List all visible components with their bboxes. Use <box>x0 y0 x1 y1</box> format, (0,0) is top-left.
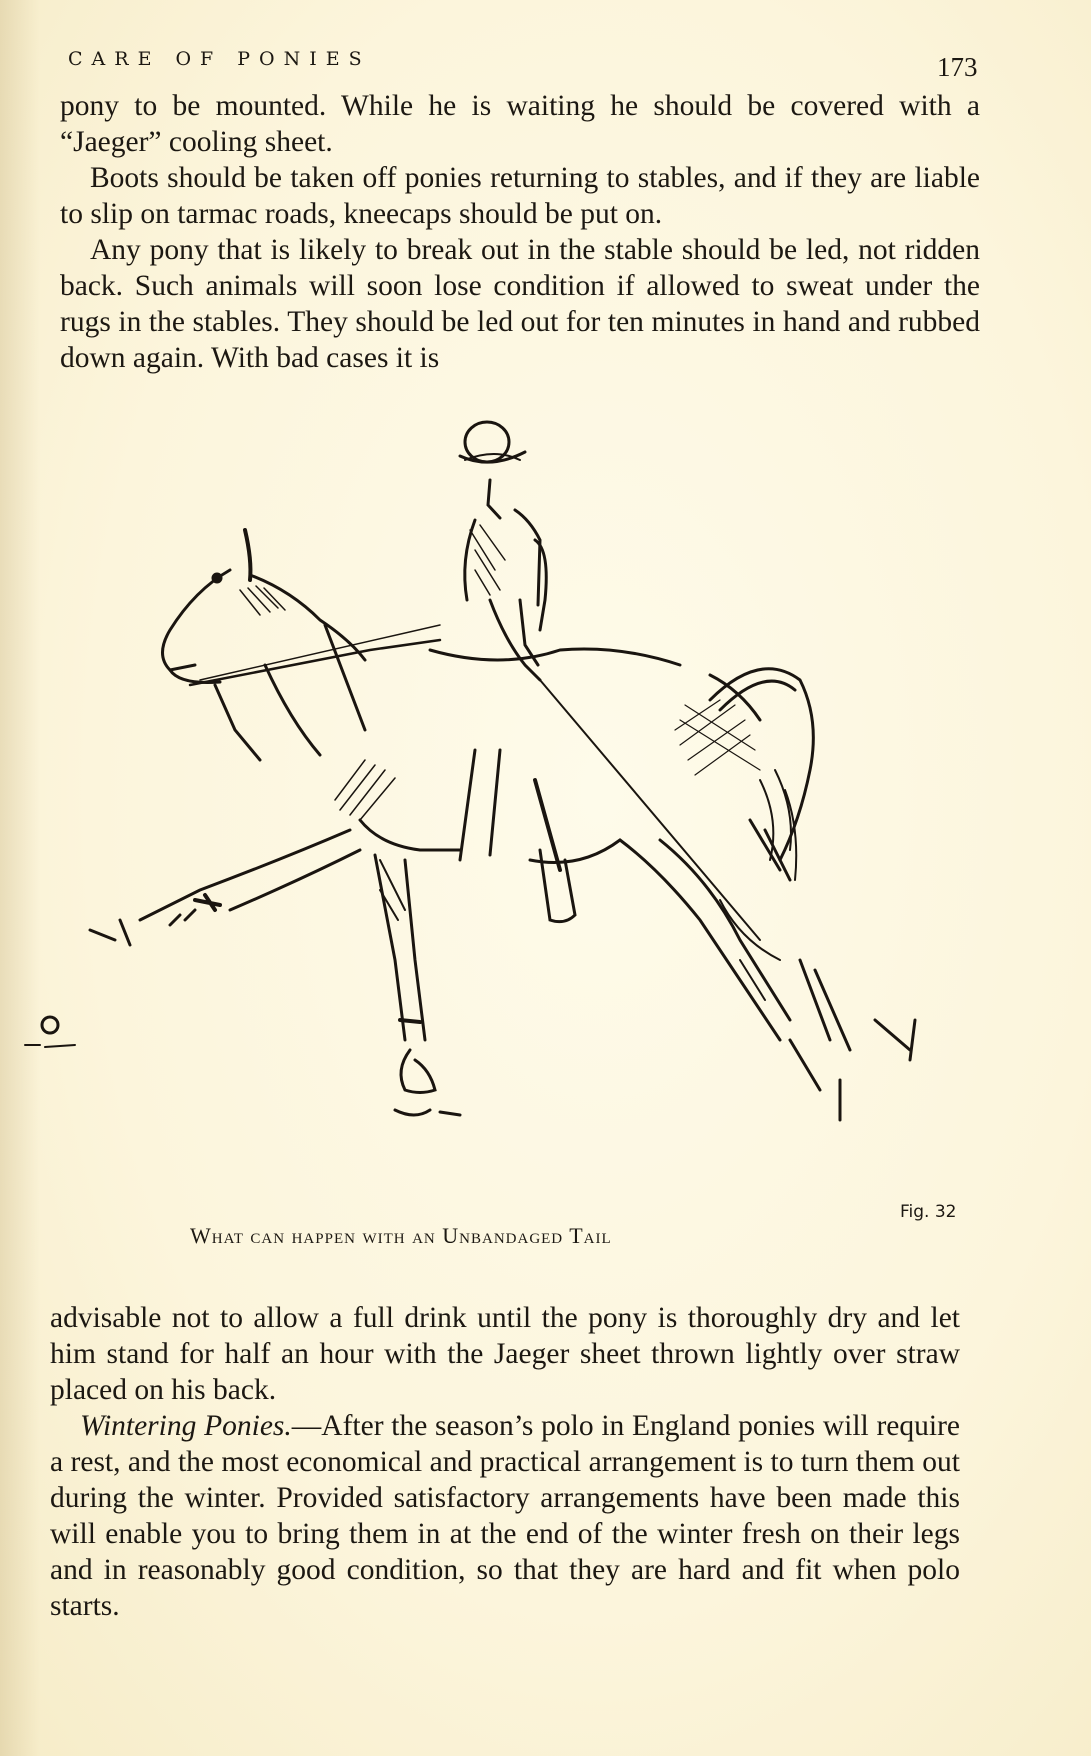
running-head: CARE OF PONIES <box>68 48 371 70</box>
paragraph: Boots should be taken off ponies returning to stables, and if they are liable to slip on tarmac roads, kneecaps should be put on. <box>60 162 980 230</box>
paragraph: Any pony that is likely to break out in the stable should be led, not ridden back. Such animals will soon lose condition if allowed to sweat under the rugs in the stables. They should be led out for ten minutes in hand and rubbed down again. With bad cases it is <box>60 234 980 374</box>
section-heading: Wintering Ponies. <box>80 1410 292 1442</box>
paragraph: advisable not to allow a full drink until the pony is thoroughly dry and let him stand for half an hour with the Jaeger sheet thrown lightly over straw placed on his back. <box>50 1302 960 1406</box>
bottom-text-block <box>50 1300 960 1624</box>
top-text-block <box>60 88 980 376</box>
figure-illustration <box>20 400 1020 1200</box>
section-paragraph <box>50 1408 960 1624</box>
page-number: 173 <box>937 52 978 82</box>
paragraph: pony to be mounted. While he is waiting he should be covered with a “Jaeger” cooling sheet. <box>60 90 980 158</box>
section-body: —After the season’s polo in England ponies will require a rest, and the most economical and practical arrangement is to turn them out during the winter. Provided satisfactory arrangements have been made this will enable you to bring them in at the end of the winter fresh on their legs and in reasonably good condition, so that they are hard and fit when polo starts. <box>50 1410 961 1622</box>
figure-caption: What can happen with an Unbandaged Tail <box>190 1223 612 1248</box>
figure-number: Fig. 32 <box>900 1202 957 1222</box>
horse-and-rider-drawing <box>20 400 1020 1200</box>
